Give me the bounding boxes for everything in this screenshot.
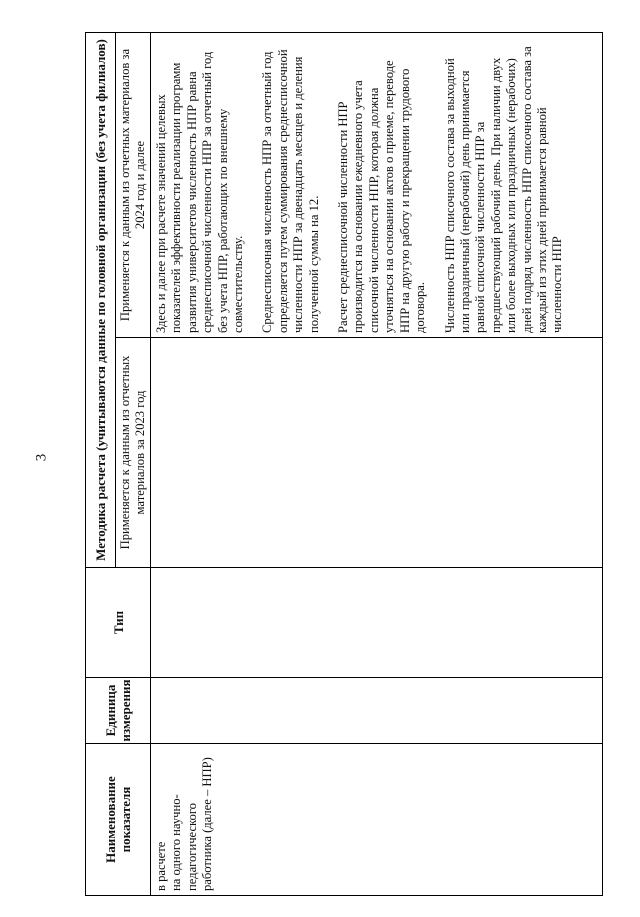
header-method-2024: Применяется к данным из отчетных материалов за 2024 год и далее: [116, 33, 151, 338]
cell-method-2023: [151, 338, 603, 568]
header-method-2023: Применяется к данным из отчетных материалов за 2023 год: [116, 338, 151, 568]
indicator-methodology-table: [85, 32, 603, 896]
indicator-name-line: на одного научно-: [169, 794, 184, 891]
indicator-name-line: в расчете: [154, 841, 168, 891]
header-unit: Единица измерения: [86, 678, 151, 744]
rotated-table-frame: [85, 33, 603, 896]
header-method: Методика расчета (учитываются данные по головной организации (без учета филиалов): [86, 33, 116, 568]
cell-method-2024: [151, 33, 603, 338]
indicator-name-line: работника (далее – НПР): [200, 757, 215, 891]
page-number: 3: [33, 453, 50, 462]
cell-name: [151, 744, 603, 896]
indicator-name-lines: [154, 748, 216, 891]
cell-type: [151, 568, 603, 678]
document-table-container: [85, 33, 603, 896]
method-paragraph: Среднесписочная численность НПР за отчетный год определяется путем суммирования среднесписочной численности НПР за двенадцать месяцев и деления полученной суммы на 12.: [260, 49, 321, 333]
indicator-name-line: педагогического: [184, 803, 199, 891]
header-row-main: [86, 33, 116, 896]
method-paragraph: Численность НПР списочного состава за выходной или праздничный (нерабочий) день принимается равной списочной численности НПР за предшествующий рабочий день. При наличии двух или более выходных или праздничных (нерабочих) дней подряд численность НПР списочного состава за каждый из этих дней принимается равной численности НПР: [442, 46, 565, 333]
table-row: [151, 33, 603, 896]
header-type: Тип: [86, 568, 151, 678]
method-paragraph: Расчет среднесписочной численности НПР производится на основании ежедневного учета списочной численности НПР, которая должна уточняться на основании актов о приеме, переводе НПР на другую работу и прекращении трудового договора.: [336, 60, 428, 333]
method-paragraph: Здесь и далее при расчете значений целевых показателей эффективности реализации программ развития университетов численность НПР равна среднесписочной численности НПР за отчетный год без учета НПР, работающих по внешнему совместительству.: [154, 51, 246, 333]
cell-unit: [151, 678, 603, 744]
header-name: Наименование показателя: [86, 744, 151, 896]
